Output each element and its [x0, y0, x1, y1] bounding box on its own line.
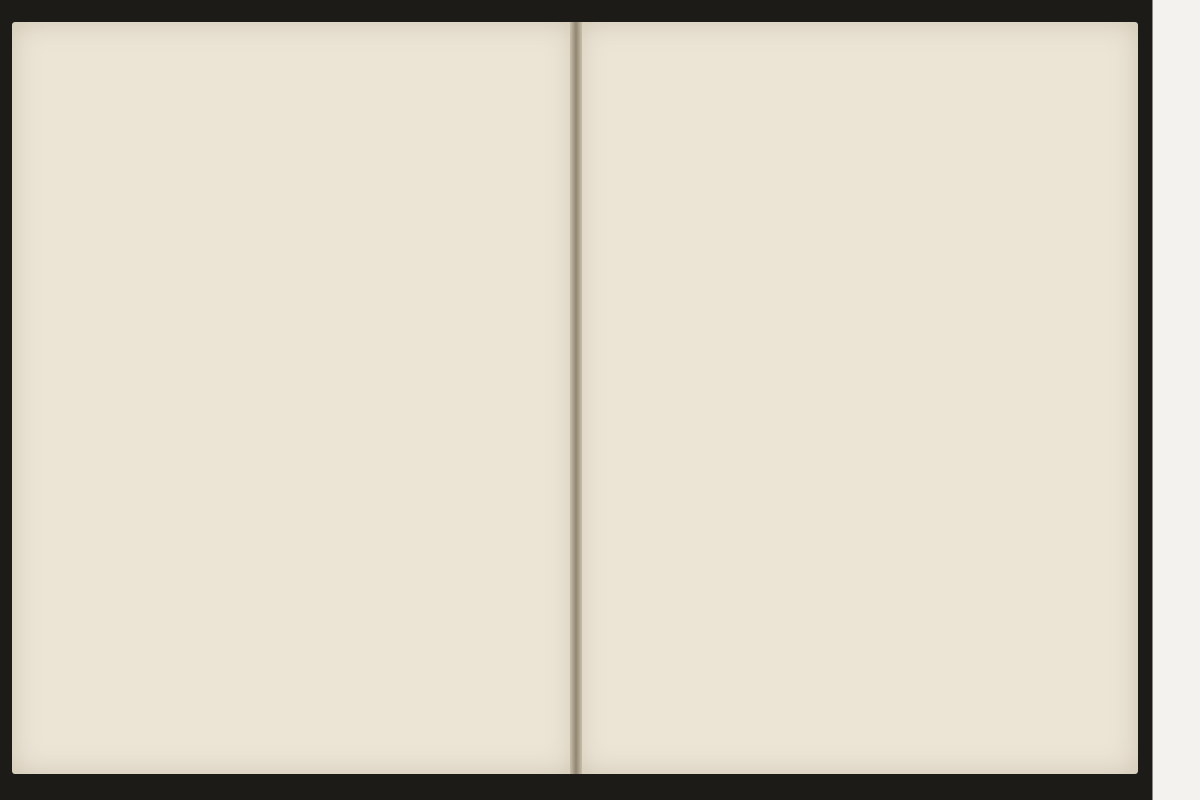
- music-staff: [80, 330, 452, 370]
- music-staff: [80, 84, 550, 124]
- music-staff: [600, 78, 1072, 118]
- music-staff: [80, 496, 550, 536]
- book-gutter: [570, 22, 582, 774]
- measurement-ruler: [1152, 0, 1200, 800]
- music-staff: [600, 322, 1072, 362]
- music-staff: [600, 404, 936, 444]
- music-staff: [80, 578, 550, 618]
- music-staff: [80, 166, 550, 206]
- music-staff: [600, 570, 1072, 610]
- music-staff: [600, 654, 1072, 694]
- music-staff: [600, 488, 1072, 528]
- music-staff: [80, 660, 450, 700]
- music-staff: [600, 240, 1072, 280]
- music-staff: [80, 248, 550, 288]
- music-staff: [80, 414, 550, 454]
- music-staff: [600, 158, 1072, 198]
